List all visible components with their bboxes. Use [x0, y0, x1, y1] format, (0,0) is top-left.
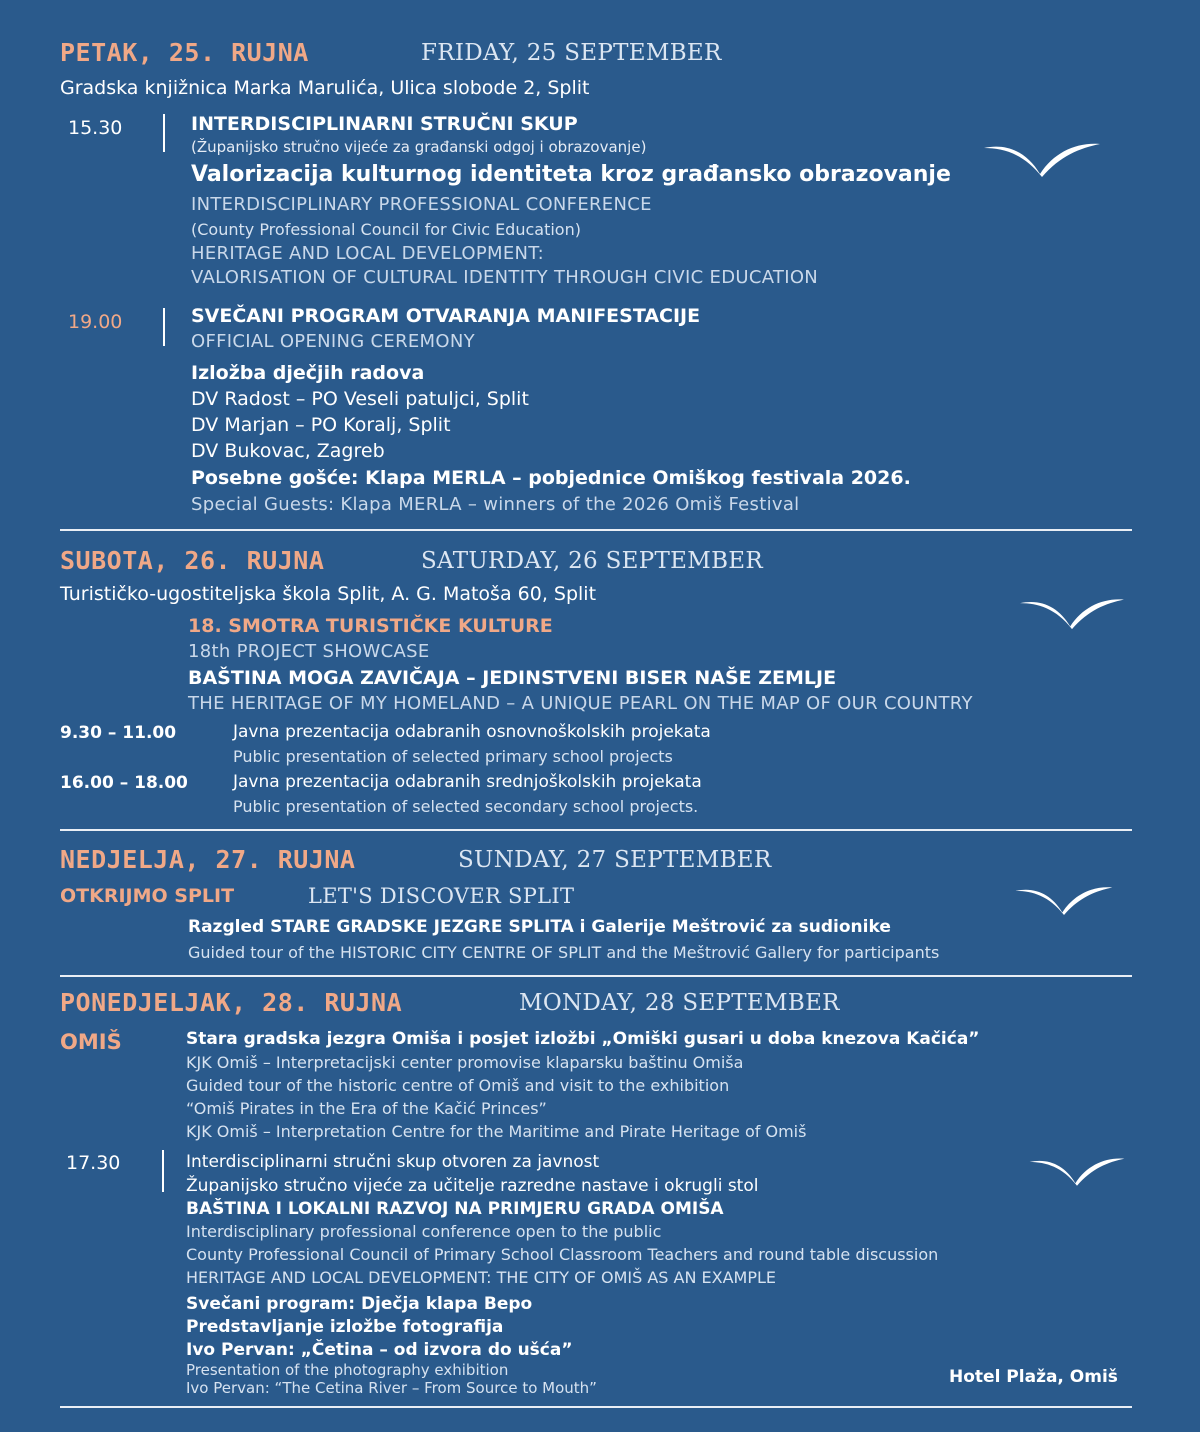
monday-day-hr: PONEDJELJAK, 28. RUJNA [60, 988, 403, 1017]
section-divider [60, 829, 1132, 831]
monday-event-line: BAŠTINA I LOKALNI RAZVOJ NA PRIMJERU GRADA OMIŠA [186, 1199, 724, 1219]
monday-event-line: County Professional Council of Primary School Classroom Teachers and round table discussion [186, 1245, 939, 1264]
closing-line: Ivo Pervan: “The Cetina River – From Source to Mouth” [186, 1379, 597, 1397]
saturday-theme-en: THE HERITAGE OF MY HOMELAND – A UNIQUE PEARL ON THE MAP OF OUR COUNTRY [188, 693, 973, 714]
closing-line: Presentation of the photography exhibition [186, 1361, 509, 1379]
monday-day-en: MONDAY, 28 SEPTEMBER [519, 990, 840, 1016]
friday-day-hr: PETAK, 25. RUJNA [60, 38, 309, 67]
session-title-hr: Javna prezentacija odabranih osnovnoškolskih projekata [233, 722, 711, 742]
monday-venue: Hotel Plaža, Omiš [949, 1367, 1118, 1387]
sunday-day-en: SUNDAY, 27 SEPTEMBER [458, 847, 772, 873]
friday-event2-time: 19.00 [68, 311, 123, 333]
omis-line: KJK Omiš – Interpretacijski center promovise klaparsku baštinu Omiša [186, 1053, 744, 1072]
friday-event1-subtitle-hr: (Županijsko stručno vijeće za građanski odgoj i obrazovanje) [191, 138, 647, 156]
saturday-day-hr: SUBOTA, 26. RUJNA [60, 546, 325, 575]
time-divider [162, 1150, 164, 1192]
friday-day-en: FRIDAY, 25 SEPTEMBER [421, 40, 722, 66]
seagull-icon [1028, 1155, 1126, 1187]
monday-event-line: Interdisciplinarni stručni skup otvoren za javnost [186, 1152, 600, 1172]
sunday-sub-hr: OTKRIJMO SPLIT [60, 885, 235, 907]
friday-exhibit-title: Izložba dječjih radova [191, 362, 425, 384]
friday-event1-title-hr: INTERDISCIPLINARNI STRUČNI SKUP [191, 113, 578, 135]
session-title-en: Public presentation of selected secondary school projects. [233, 797, 699, 816]
seagull-icon [1018, 596, 1126, 630]
monday-event-time: 17.30 [66, 1152, 121, 1174]
session-time: 16.00 – 18.00 [60, 773, 188, 793]
time-divider [163, 114, 165, 152]
friday-event1-line-en-1: HERITAGE AND LOCAL DEVELOPMENT: [191, 243, 544, 264]
kindergarten-item: DV Marjan – PO Koralj, Split [191, 414, 451, 436]
friday-event1-time: 15.30 [68, 117, 123, 139]
saturday-theme-hr: BAŠTINA MOGA ZAVIČAJA – JEDINSTVENI BISER NAŠE ZEMLJE [188, 667, 837, 689]
friday-event2-title-hr: SVEČANI PROGRAM OTVARANJA MANIFESTACIJE [191, 305, 701, 327]
closing-line: Ivo Pervan: „Četina – od izvora do ušća” [186, 1340, 573, 1360]
sunday-tour-hr: Razgled STARE GRADSKE JEZGRE SPLITA i Galerije Meštrović za sudionike [188, 917, 891, 937]
friday-guests-en: Special Guests: Klapa MERLA – winners of the 2026 Omiš Festival [191, 494, 800, 515]
monday-event-line: HERITAGE AND LOCAL DEVELOPMENT: THE CITY OF OMIŠ AS AN EXAMPLE [186, 1268, 777, 1287]
omis-line: Guided tour of the historic centre of Omiš and visit to the exhibition [186, 1076, 730, 1095]
friday-event2-title-en: OFFICIAL OPENING CEREMONY [191, 331, 475, 352]
session-title-hr: Javna prezentacija odabranih srednjoškolskih projekata [233, 772, 702, 792]
monday-event-line: Županijsko stručno vijeće za učitelje razredne nastave i okrugli stol [186, 1176, 759, 1196]
monday-event-line: Interdisciplinary professional conference open to the public [186, 1222, 662, 1241]
sunday-sub-en: LET'S DISCOVER SPLIT [308, 884, 575, 908]
friday-guests-hr: Posebne gošće: Klapa MERLA – pobjednice Omiškog festivala 2026. [191, 467, 911, 489]
section-divider [60, 1406, 1132, 1408]
section-divider [60, 529, 1132, 531]
kindergarten-item: DV Radost – PO Veseli patuljci, Split [191, 388, 529, 410]
omis-line: “Omiš Pirates in the Era of the Kačić Princes” [186, 1099, 547, 1118]
saturday-showcase-en: 18th PROJECT SHOWCASE [188, 641, 430, 662]
friday-event1-line-en-2: VALORISATION OF CULTURAL IDENTITY THROUGH CIVIC EDUCATION [191, 267, 819, 288]
friday-venue: Gradska knjižnica Marka Marulića, Ulica slobode 2, Split [60, 77, 590, 99]
sunday-tour-en: Guided tour of the HISTORIC CITY CENTRE OF SPLIT and the Meštrović Gallery for participants [188, 943, 940, 962]
omis-line: Stara gradska jezgra Omiša i posjet izložbi „Omiški gusari u doba knezova Kačića” [186, 1029, 980, 1049]
sunday-day-hr: NEDJELJA, 27. RUJNA [60, 845, 356, 874]
friday-event1-title-en: INTERDISCIPLINARY PROFESSIONAL CONFERENCE [191, 194, 652, 215]
seagull-icon [982, 140, 1102, 178]
kindergarten-item: DV Bukovac, Zagreb [191, 440, 385, 462]
time-divider [163, 308, 165, 346]
friday-event1-headline-hr: Valorizacija kulturnog identiteta kroz građansko obrazovanje [191, 162, 951, 187]
monday-place: OMIŠ [60, 1030, 122, 1054]
saturday-showcase-hr: 18. SMOTRA TURISTIČKE KULTURE [188, 615, 553, 637]
session-title-en: Public presentation of selected primary school projects [233, 747, 673, 766]
omis-line: KJK Omiš – Interpretation Centre for the Maritime and Pirate Heritage of Omiš [186, 1122, 807, 1141]
friday-event1-subtitle-en: (County Professional Council for Civic Education) [191, 220, 581, 239]
saturday-day-en: SATURDAY, 26 SEPTEMBER [421, 548, 763, 574]
section-divider [60, 975, 1132, 977]
closing-line: Predstavljanje izložbe fotografija [186, 1317, 504, 1337]
session-time: 9.30 – 11.00 [60, 723, 177, 743]
closing-line: Svečani program: Dječja klapa Bepo [186, 1294, 533, 1314]
saturday-venue: Turističko-ugostiteljska škola Split, A. G. Matoša 60, Split [60, 583, 597, 605]
seagull-icon [1014, 884, 1114, 916]
